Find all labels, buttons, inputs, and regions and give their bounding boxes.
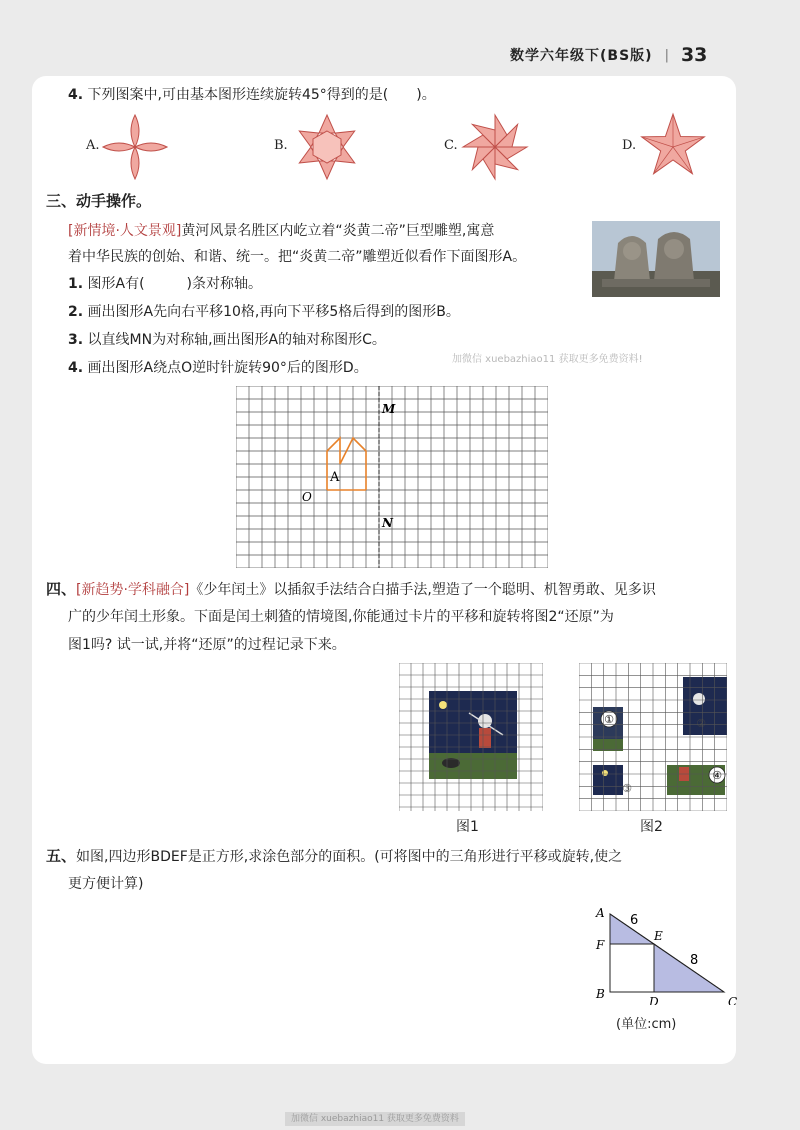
card-3	[593, 765, 623, 795]
section-3-item-3	[68, 329, 386, 351]
item-4-number: 4.	[68, 360, 84, 376]
figure-1-ground	[429, 753, 517, 779]
question-4-number: 4.	[68, 87, 84, 103]
statue-illustration	[592, 221, 720, 297]
square-bdef	[610, 944, 654, 992]
section-5-title: 五、	[46, 847, 77, 865]
label-n: N	[382, 516, 393, 530]
figure-1-badger	[442, 758, 460, 768]
unit-label: (单位:cm)	[616, 1017, 677, 1032]
option-c-label: C.	[444, 138, 458, 153]
option-d-figure	[638, 112, 708, 182]
item-1-text: 图形A有( )条对称轴。	[87, 276, 263, 292]
section-4-text1: 《少年闰土》以插叙手法结合白描手法,塑造了一个聪明、机智勇敢、见多识	[189, 582, 656, 598]
length-ec: 8	[690, 953, 699, 968]
header-separator: |	[664, 47, 669, 63]
item-1-number: 1.	[68, 276, 84, 292]
item-4-text: 画出图形A绕点O逆时针旋转90°后的图形D。	[87, 360, 368, 376]
section-3-tag: [新情境·人文景观]	[68, 223, 182, 239]
section-4-line3: 图1吗? 试一试,并将“还原”的过程记录下来。	[68, 637, 346, 653]
card-3-moon-icon	[602, 770, 608, 776]
point-c: C	[728, 995, 738, 1005]
section-3-title: 三、动手操作。	[46, 192, 152, 210]
item-3-number: 3.	[68, 332, 84, 348]
label-a: A	[330, 470, 340, 485]
figure-1-grid	[399, 663, 543, 811]
section-3-intro-text1: 黄河风景名胜区内屹立着“炎黄二帝”巨型雕塑,寓意	[181, 223, 495, 239]
card-3-number: ③	[622, 782, 632, 795]
point-a: A	[596, 906, 605, 920]
option-c-figure	[460, 112, 530, 182]
option-a-label: A.	[86, 138, 100, 153]
section-4-line2: 广的少年闰土形象。下面是闰土刺猹的情境图,你能通过卡片的平移和旋转将图2“还原”为	[68, 609, 614, 625]
item-3-text: 以直线MN为对称轴,画出图形A的轴对称图形C。	[87, 332, 386, 348]
point-d: D	[649, 995, 659, 1005]
option-b-label: B.	[274, 138, 288, 153]
option-a-figure	[100, 112, 170, 182]
book-title: 数学六年级下(BS版)	[510, 48, 653, 64]
label-m: M	[382, 402, 396, 416]
statue-photo	[592, 221, 720, 297]
square-triangle-figure	[590, 900, 740, 1005]
point-e: E	[654, 929, 663, 943]
item-2-number: 2.	[68, 304, 84, 320]
length-ae: 6	[630, 913, 639, 928]
figure-2-caption: 图2	[640, 819, 663, 835]
figure-2-grid	[579, 663, 727, 811]
watermark-footer: 加微信 xuebazhiao11 获取更多免费资料	[285, 1112, 465, 1126]
card-2-boy-head	[693, 693, 705, 705]
question-4-text: 下列图案中,可由基本图形连续旋转45°得到的是( )。	[87, 87, 436, 103]
section-3-item-1	[68, 273, 262, 295]
section-5-line1	[46, 845, 622, 868]
moon-icon	[439, 701, 447, 709]
watermark-mid: 加微信 xuebazhiao11 获取更多免费资料!	[452, 354, 643, 365]
page-number: 33	[680, 44, 708, 66]
drawing-grid	[236, 386, 548, 568]
card-2-number: ②	[696, 717, 706, 730]
option-d-label: D.	[622, 138, 637, 153]
card-4-number: ④	[712, 769, 722, 782]
point-b: B	[596, 987, 605, 1001]
item-2-text: 画出图形A先向右平移10格,再向下平移5格后得到的图形B。	[87, 304, 460, 320]
section-3-intro-line2: 着中华民族的创始、和谐、统一。把“炎黄二帝”雕塑近似看作下面图形A。	[68, 249, 527, 265]
section-5-text1: 如图,四边形BDEF是正方形,求涂色部分的面积。(可将图中的三角形进行平移或旋转,使之	[76, 849, 623, 865]
section-4-line1	[46, 578, 656, 601]
label-o: O	[302, 490, 312, 504]
figure-1-caption: 图1	[456, 819, 479, 835]
point-f: F	[596, 938, 605, 952]
figure-1-boy-body	[479, 728, 491, 748]
card-1-number: ①	[604, 713, 614, 726]
question-4	[68, 84, 436, 106]
section-5-line2: 更方便计算)	[68, 876, 144, 892]
section-3-item-4	[68, 357, 368, 379]
section-3-intro-line1	[68, 220, 494, 242]
section-4-title: 四、	[46, 580, 77, 598]
page-header	[510, 40, 707, 70]
section-4-tag: [新趋势·学科融合]	[76, 582, 190, 598]
section-3-item-2	[68, 301, 460, 323]
option-b-figure	[292, 112, 362, 182]
